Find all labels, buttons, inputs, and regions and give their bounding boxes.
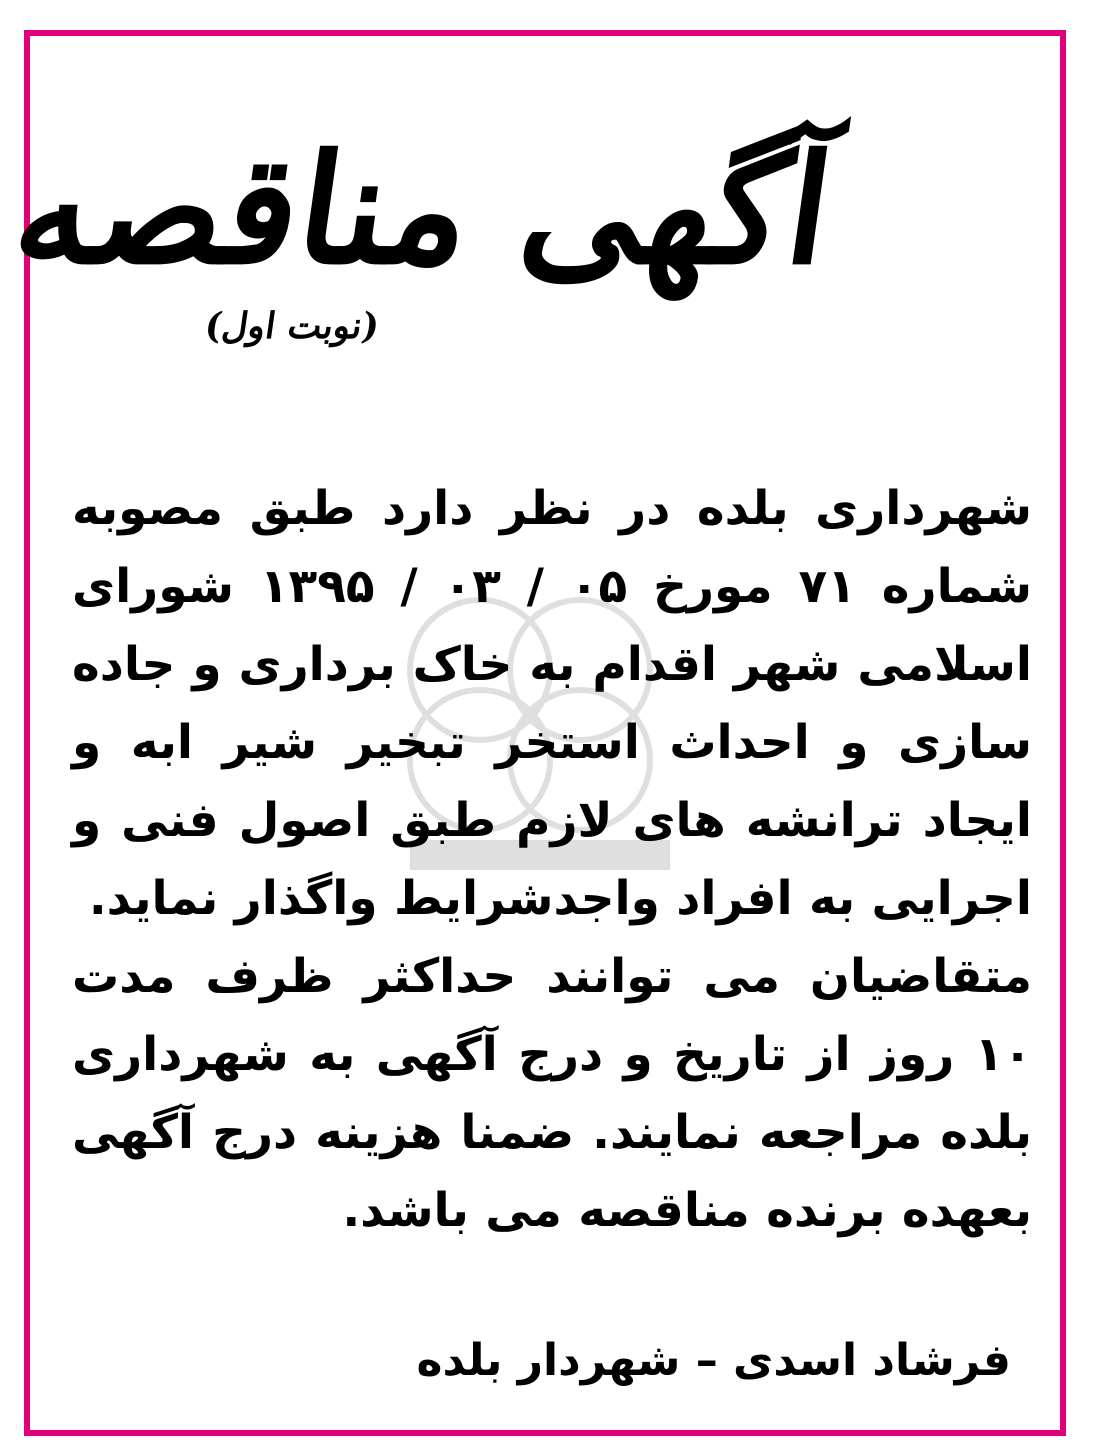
ad-body <box>72 470 1032 1250</box>
page-subtitle: (نوبت اول) <box>202 305 383 347</box>
body-paragraph-1: شهرداری بلده در نظر دارد طبق مصوبه شماره ۷۱ مورخ ۰۵ / ۰۳ / ۱۳۹۵ شورای اسلامی شهر اقدام به خاک برداری و جاده سازی و احداث استخر تبخیر شیر ابه و ایجاد ترانشه های لازم طبق اصول فنی و اجرایی به افراد واجدشرایط واگذار نماید. <box>72 481 1032 926</box>
page-title: آگهی مناقصه <box>4 122 843 298</box>
body-paragraph-2: متقاضیان می توانند حداکثر ظرف مدت ۱۰ روز از تاریخ و درج آگهی به شهرداری بلده مراجعه نمایند. ضمنا هزینه درج آگهی بعهده برنده مناقصه می باشد. <box>72 949 1032 1238</box>
title-block <box>4 105 950 425</box>
signature-line: فرشاد اسدی – شهردار بلده <box>416 1335 1011 1386</box>
